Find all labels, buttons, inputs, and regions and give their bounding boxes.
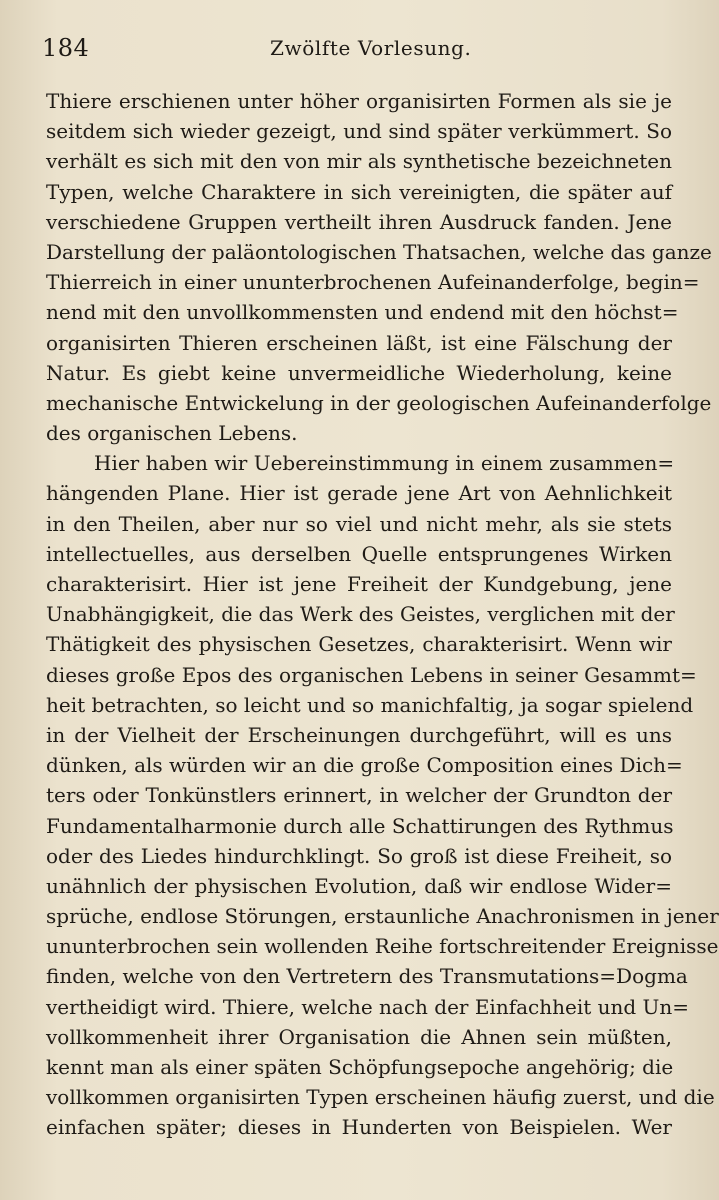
body-text bbox=[46, 86, 719, 1143]
text-line: Natur. Es giebt keine unvermeidliche Wiederholung, keine bbox=[46, 360, 672, 385]
paragraph-start-line: Hier haben wir Uebereinstimmung in einem zusammen= bbox=[94, 451, 675, 476]
text-line: finden, welche von den Vertretern des Transmutations=Dogma bbox=[46, 964, 688, 989]
text-line: charakterisirt. Hier ist jene Freiheit der Kundgebung, jene bbox=[46, 572, 672, 596]
text-line: verhält es sich mit den von mir als synthetische bezeichneten bbox=[46, 149, 672, 174]
text-line: in den Theilen, aber nur so viel und nicht mehr, als sie stets bbox=[46, 511, 672, 536]
text-line: des organischen Lebens. bbox=[46, 421, 298, 446]
text-line: Fundamentalharmonie durch alle Schattirungen des Rythmus bbox=[46, 813, 674, 838]
text-line: einfachen später; dieses in Hunderten von Beispielen. Wer bbox=[46, 1115, 672, 1140]
text-line: dieses große Epos des organischen Lebens in seiner Gesammt= bbox=[46, 662, 697, 687]
text-line: verschiedene Gruppen vertheilt ihren Ausdruck fanden. Jene bbox=[46, 209, 672, 234]
text-line: unähnlich der physischen Evolution, daß wir endlose Wider= bbox=[46, 873, 672, 898]
text-line: Thiere erschienen unter höher organisirten Formen als sie je bbox=[46, 89, 672, 113]
text-line: vertheidigt wird. Thiere, welche nach der Einfachheit und Un= bbox=[46, 994, 690, 1019]
text-line: hängenden Plane. Hier ist gerade jene Art von Aehnlichkeit bbox=[46, 481, 672, 506]
page-number: 184 bbox=[42, 34, 90, 62]
text-line: oder des Liedes hindurchklingt. So groß ist diese Freiheit, so bbox=[46, 843, 672, 868]
text-line: ununterbrochen sein wollenden Reihe fortschreitender Ereignisse bbox=[46, 934, 719, 959]
text-line: ters oder Tonkünstlers erinnert, in welcher der Grundton der bbox=[46, 783, 672, 808]
text-line: Thierreich in einer ununterbrochenen Aufeinanderfolge, begin= bbox=[46, 270, 700, 295]
text-line: kennt man als einer späten Schöpfungsepoche angehörig; die bbox=[46, 1055, 674, 1079]
text-line: organisirten Thieren erscheinen läßt, ist eine Fälschung der bbox=[46, 330, 672, 355]
text-line: Thätigkeit des physischen Gesetzes, charakterisirt. Wenn wir bbox=[46, 632, 672, 657]
running-head: Zwölfte Vorlesung. bbox=[270, 36, 472, 60]
text-line: nend mit den unvollkommensten und endend mit den höchst= bbox=[46, 300, 679, 325]
text-line: Darstellung der paläontologischen Thatsachen, welche das ganze bbox=[46, 239, 712, 264]
text-line: Unabhängigkeit, die das Werk des Geistes, verglichen mit der bbox=[46, 602, 675, 627]
text-line: heit betrachten, so leicht und so manichfaltig, ja sogar spielend bbox=[46, 692, 694, 717]
text-line: in der Vielheit der Erscheinungen durchgeführt, will es uns bbox=[46, 722, 672, 747]
text-line: vollkommen organisirten Typen erscheinen häufig zuerst, und die bbox=[46, 1085, 715, 1110]
text-line: Typen, welche Charaktere in sich vereinigten, die später auf bbox=[46, 179, 672, 204]
text-line: seitdem sich wieder gezeigt, und sind später verkümmert. So bbox=[46, 119, 672, 144]
text-line: dünken, als würden wir an die große Composition eines Dich= bbox=[46, 753, 683, 778]
text-line: sprüche, endlose Störungen, erstaunliche Anachronismen in jener bbox=[46, 904, 719, 929]
text-line: vollkommenheit ihrer Organisation die Ahnen sein müßten, bbox=[46, 1024, 672, 1049]
text-line: mechanische Entwickelung in der geologischen Aufeinanderfolge bbox=[46, 390, 712, 415]
text-line: intellectuelles, aus derselben Quelle entsprungenes Wirken bbox=[46, 541, 672, 566]
